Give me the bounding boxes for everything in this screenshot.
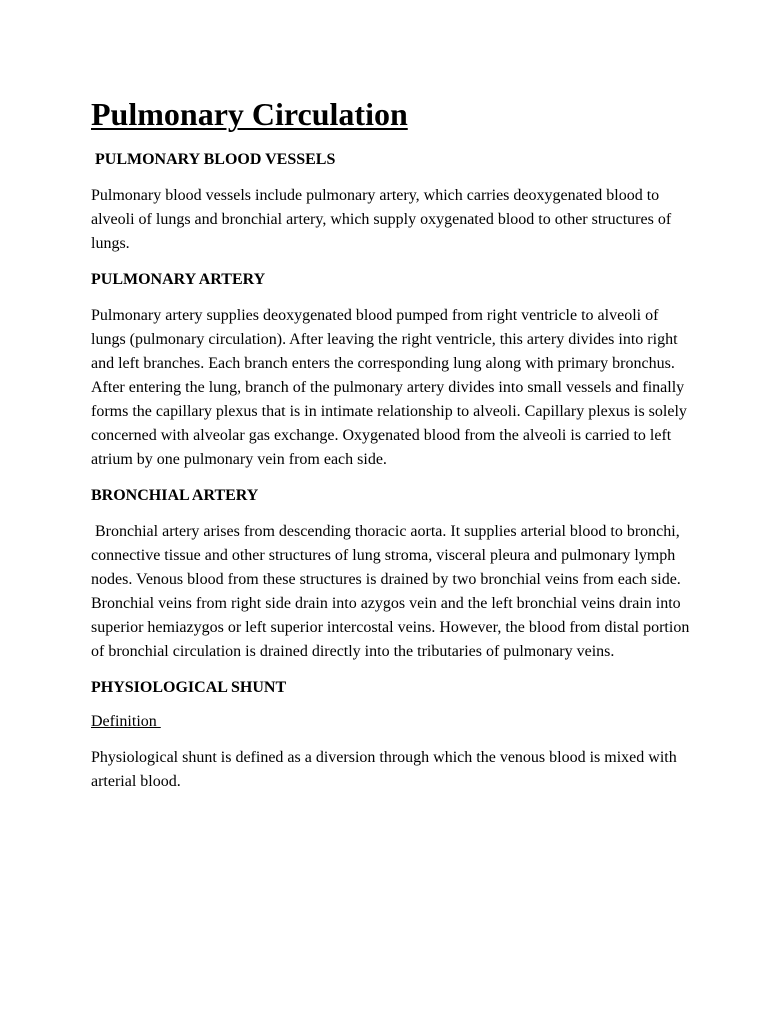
document-page <box>91 94 694 808</box>
document-title: Pulmonary Circulation <box>91 96 408 132</box>
section-heading-blood-vessels: PULMONARY BLOOD VESSELS <box>91 151 336 168</box>
section-heading-physiological-shunt: PHYSIOLOGICAL SHUNT <box>91 679 287 696</box>
subheading-definition: Definition <box>91 713 161 730</box>
paragraph-blood-vessels: Pulmonary blood vessels include pulmonary artery, which carries deoxygenated blood to alveoli of lungs and bronchial artery, which supply oxygenated blood to other structures of lungs. <box>91 187 676 252</box>
paragraph-bronchial-artery: Bronchial artery arises from descending thoracic aorta. It supplies arterial blood to bronchi, connective tissue and other structures of lung stroma, visceral pleura and pulmonary lymph nodes. Venous blood from these structures is drained by two bronchial veins from each side. Bronchial veins from right side drain into azygos vein and the left bronchial veins drain into superior hemiazygos or left superior intercostal veins. However, the blood from distal portion of bronchial circulation is drained directly into the tributaries of pulmonary veins. <box>91 523 694 660</box>
paragraph-physiological-shunt: Physiological shunt is defined as a diversion through which the venous blood is mixed with arterial blood. <box>91 749 681 790</box>
paragraph-pulmonary-artery: Pulmonary artery supplies deoxygenated blood pumped from right ventricle to alveoli of lungs (pulmonary circulation). After leaving the right ventricle, this artery divides into right and left branches. Each branch enters the corresponding lung along with primary bronchus. After entering the lung, branch of the pulmonary artery divides into small vessels and finally forms the capillary plexus that is in intimate relationship to alveoli. Capillary plexus is solely concerned with alveolar gas exchange. Oxygenated blood from the alveoli is carried to left atrium by one pulmonary vein from each side. <box>91 307 691 468</box>
section-heading-pulmonary-artery: PULMONARY ARTERY <box>91 271 266 288</box>
section-heading-bronchial-artery: BRONCHIAL ARTERY <box>91 487 259 504</box>
